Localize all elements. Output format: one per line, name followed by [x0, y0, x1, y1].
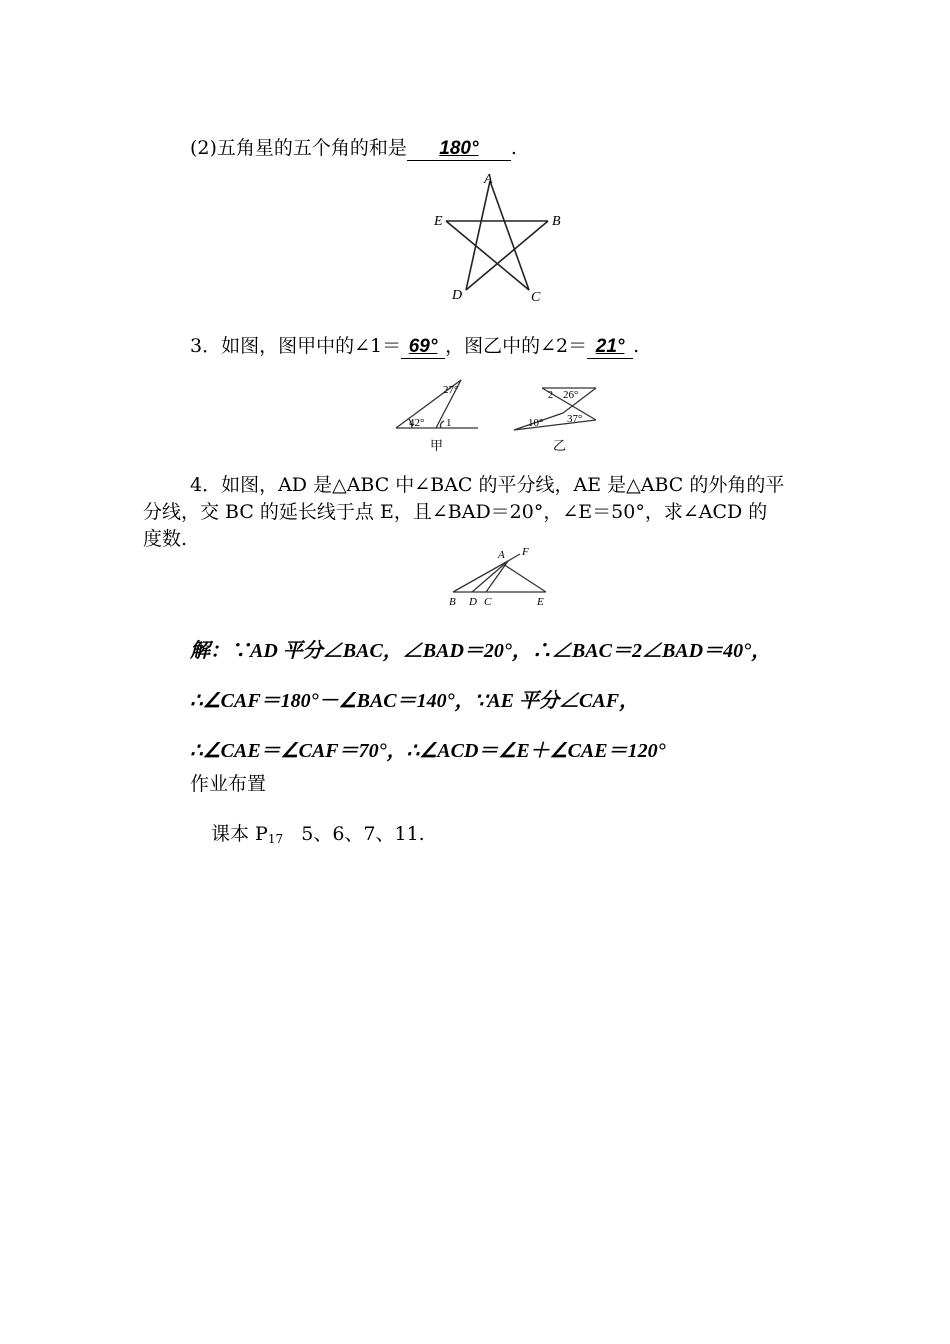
q3-prefix: 3．如图，图甲中的∠1＝: [190, 335, 402, 357]
yi-caption: 乙: [553, 439, 567, 454]
q2-prefix: (2)五角星的五个角的和是: [190, 137, 407, 159]
solution-line1: 解：∵AD 平分∠BAC，∠BAD＝20°，∴∠BAC＝2∠BAD＝40°，: [190, 640, 772, 662]
fig4-label-C: C: [484, 596, 492, 608]
q3-answer2: 21°: [595, 336, 625, 357]
homework-prefix: 课本 P: [211, 823, 268, 845]
fig4-label-A: A: [498, 549, 505, 561]
q4-line1: 4．如图，AD 是△ABC 中∠BAC 的平分线，AE 是△ABC 的外角的平: [190, 474, 785, 496]
jia-label-1: 1: [446, 417, 452, 429]
fig4-label-E: E: [537, 596, 544, 608]
star-label-C: C: [531, 290, 541, 305]
q4-line3: 度数.: [143, 528, 188, 550]
solution-line2: ∴∠CAF＝180°－∠BAC＝140°，∵AE 平分∠CAF，: [190, 690, 640, 712]
yi-angle-37: 37°: [567, 413, 583, 425]
homework-title: 作业布置: [190, 773, 267, 795]
star-label-A: A: [484, 172, 493, 187]
q3-suffix: .: [633, 335, 640, 357]
q3-line: [190, 334, 639, 359]
q4-line2: 分线，交 BC 的延长线于点 E，且∠BAD＝20°，∠E＝50°，求∠ACD 的: [143, 501, 768, 523]
homework-text: [211, 822, 425, 851]
fig4-label-B: B: [449, 596, 456, 608]
yi-angle-26: 26°: [563, 389, 579, 401]
jia-caption: 甲: [430, 439, 444, 454]
q2-line: [190, 136, 517, 161]
fig4-label-D: D: [469, 596, 477, 608]
jia-angle-left: 42°: [409, 417, 425, 429]
q3-middle: ，图乙中的∠2＝: [445, 335, 588, 357]
homework-suffix: 5、6、7、11.: [301, 823, 425, 845]
star-label-B: B: [552, 214, 561, 229]
homework-page-sub: 17: [267, 832, 284, 846]
star-label-E: E: [434, 214, 443, 229]
fig4-label-F: F: [522, 546, 529, 558]
jia-angle-top: 27°: [443, 384, 459, 396]
yi-label-2: 2: [548, 390, 553, 401]
yi-angle-10: 10°: [528, 417, 544, 429]
q3-answer1: 69°: [408, 336, 438, 357]
solution-line3: ∴∠CAE＝∠CAF＝70°，∴∠ACD＝∠E＋∠CAE＝120°: [190, 740, 666, 762]
q2-suffix: .: [510, 137, 517, 159]
star-label-D: D: [452, 288, 463, 303]
q2-answer: 180°: [439, 138, 479, 159]
